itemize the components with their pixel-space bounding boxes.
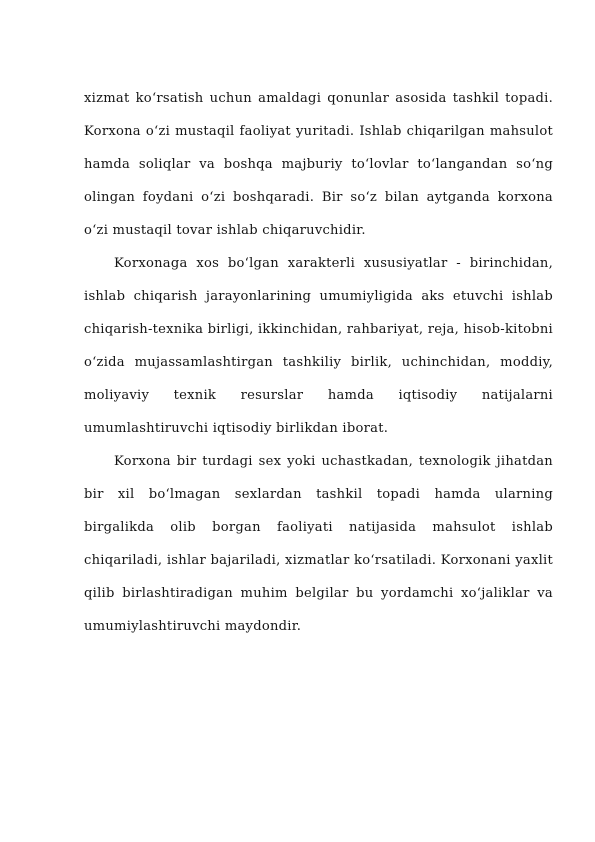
paragraph-1: xizmat ko‘rsatish uchun amaldagi qonunlar asosida tashkil topadi. Korxona o‘zi mustaqil faoliyat yuritadi. Ishlab chiqarilgan mahsulot hamda soliqlar va boshqa majburiy to‘lovlar to‘langandan so‘ng olingan foydani o‘zi boshqaradi. Bir so‘z bilan aytganda korxona o‘zi mustaqil tovar ishlab chiqaruvchidir.	[84, 91, 553, 238]
document-page	[84, 82, 553, 643]
paragraph-3: Korxona bir turdagi sex yoki uchastkadan, texnologik jihatdan bir xil bo‘lmagan sexlardan tashkil topadi hamda ularning birgalikda olib borgan faoliyati natijasida mahsulot ishlab chiqariladi, ishlar bajariladi, xizmatlar ko‘rsatiladi. Korxonani yaxlit qilib birlashtiradigan muhim belgilar bu yordamchi xo‘jaliklar va umumiylashtiruvchi maydondir.	[84, 454, 553, 634]
paragraph-2: Korxonaga xos bo‘lgan xarakterli xususiyatlar - birinchidan, ishlab chiqarish jarayonlarining umumiyligida aks etuvchi ishlab chiqarish-texnika birligi, ikkinchidan, rahbariyat, reja, hisob-kitobni o‘zida mujassamlashtirgan tashkiliy birlik, uchinchidan, moddiy, moliyaviy texnik resurslar hamda iqtisodiy natijalarni umumlashtiruvchi iqtisodiy birlikdan iborat.	[84, 256, 553, 436]
